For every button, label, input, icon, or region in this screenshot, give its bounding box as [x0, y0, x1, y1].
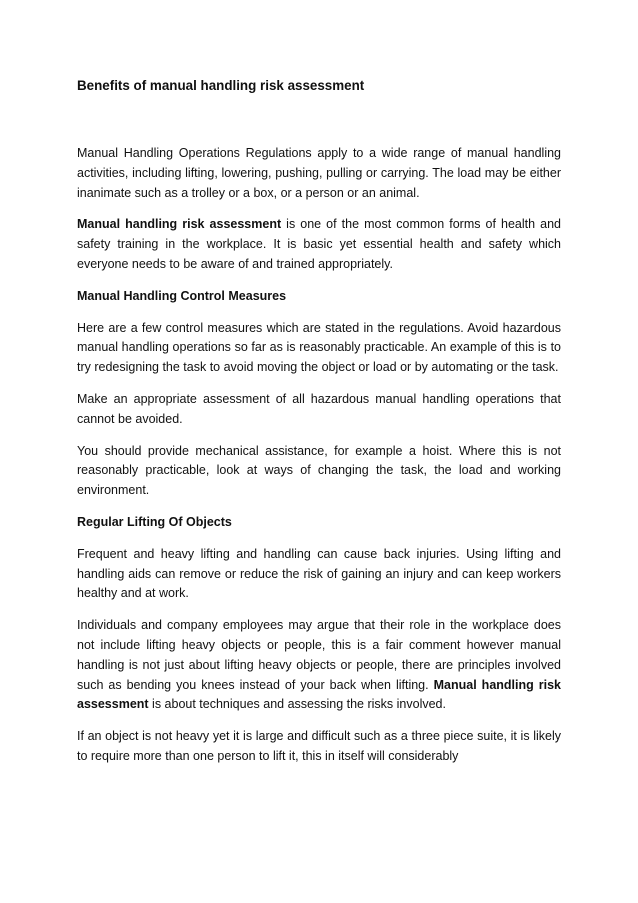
- paragraph-text: is about techniques and assessing the risks involved.: [148, 697, 446, 712]
- heading-control-measures: Manual Handling Control Measures: [77, 288, 287, 303]
- bold-term: Manual handling risk assessment: [77, 217, 282, 232]
- paragraph-text: Individuals and company employees may argue that their role in the workplace does not include lifting heavy objects or people, this is a fair comment however manual handling is not just about lifting heavy objects or people, there are principles involved such as bending you knees instead of your back when lifting.: [77, 618, 561, 692]
- paragraph-mechanical-assistance: You should provide mechanical assistance, for example a hoist. Where this is not reasonably practicable, look at ways of changing the task, the load and working environment.: [77, 443, 561, 498]
- bold-term: Manual handling risk assessment: [77, 677, 562, 712]
- paragraph-assessment: Make an appropriate assessment of all hazardous manual handling operations that cannot be avoided.: [77, 391, 561, 426]
- paragraph-back-injuries: Frequent and heavy lifting and handling can cause back injuries. Using lifting and handling aids can remove or reduce the risk of gaining an injury and can keep workers healthy and at work.: [77, 546, 561, 601]
- document-title: Benefits of manual handling risk assessment: [77, 78, 365, 93]
- paragraph-risk-assessment-intro: [77, 215, 561, 274]
- heading-regular-lifting: Regular Lifting Of Objects: [77, 514, 232, 529]
- document-page: [77, 76, 561, 779]
- paragraph-control-measures: Here are a few control measures which are stated in the regulations. Avoid hazardous manual handling operations so far as is reasonably practicable. An example of this is to try redesigning the task to avoid moving the object or load or by automating or the task.: [77, 320, 561, 375]
- paragraph-large-objects: If an object is not heavy yet it is large and difficult such as a three piece suite, it is likely to require more than one person to lift it, this in itself will considerably: [77, 729, 561, 763]
- paragraph-employees: [77, 616, 561, 715]
- paragraph-regulations: Manual Handling Operations Regulations apply to a wide range of manual handling activities, including lifting, lowering, pushing, pulling or carrying. The load may be either inanimate such as a trolley or a box, or a person or an animal.: [77, 146, 561, 200]
- paragraph-text: is one of the most common forms of health and safety training in the workplace. It is basic yet essential health and safety which everyone needs to be aware of and trained appropriately.: [77, 217, 561, 271]
